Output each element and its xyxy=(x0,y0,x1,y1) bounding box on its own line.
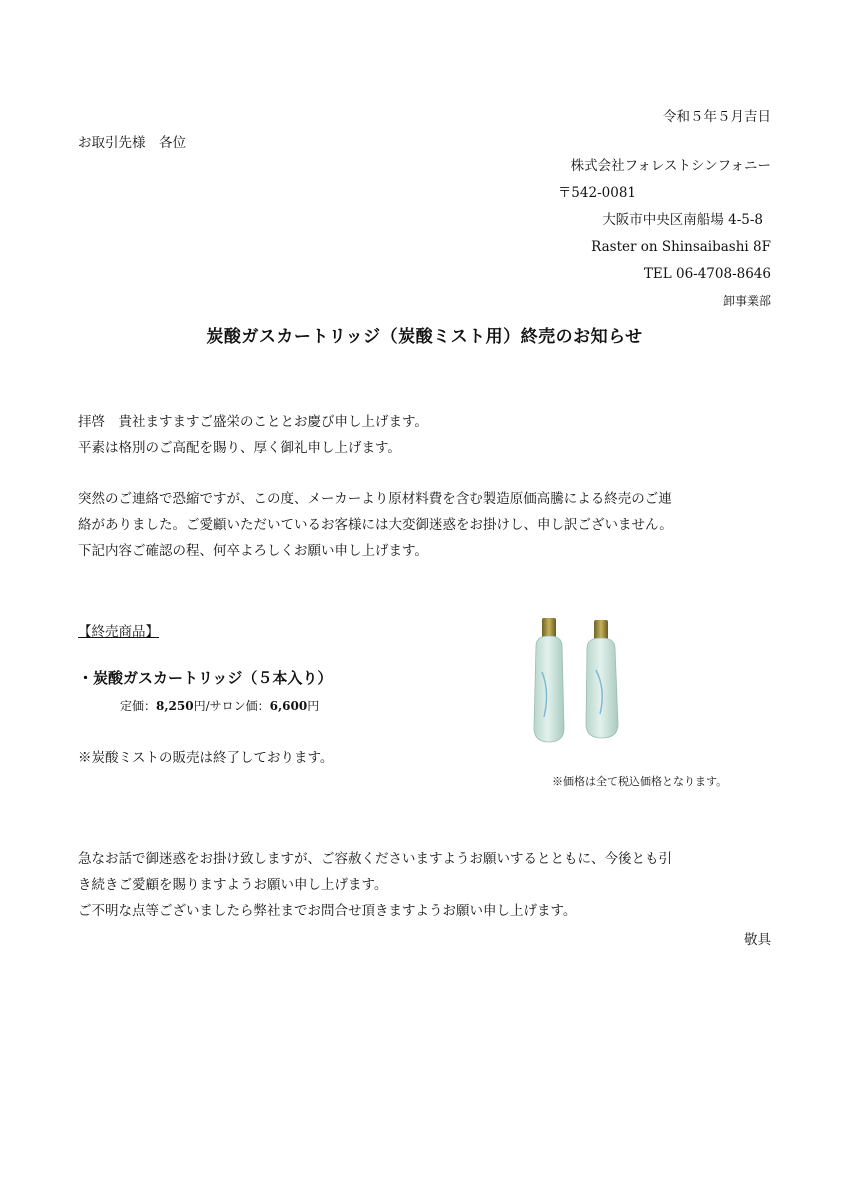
bottle-left xyxy=(534,618,564,742)
sender-block xyxy=(558,153,771,315)
co2-cartridge-bottles-image xyxy=(520,612,645,747)
greeting-line: 平素は格別のご高配を賜り、厚く御礼申し上げます。 xyxy=(78,440,401,456)
body-line: 絡がありました。ご愛顧いただいているお客様には大変御迷惑をお掛けし、申し訳ございません。 xyxy=(78,517,673,533)
sender-postal: 〒542-0081 xyxy=(557,185,636,201)
section-heading: 【終売商品】 xyxy=(78,624,159,640)
closing-line: き続きご愛顧を賜りますようお願い申し上げます。 xyxy=(78,877,388,893)
closing-line: 急なお話で御迷惑をお掛け致しますが、ご容赦くださいますようお願いするとともに、今後とも引 xyxy=(78,851,672,867)
body-paragraph xyxy=(78,486,778,564)
price-label-salon: 円/サロン価： xyxy=(193,699,270,713)
product-name: ・炭酸ガスカートリッジ（５本入り） xyxy=(78,669,333,687)
price-unit: 円 xyxy=(307,699,320,713)
closing-paragraph xyxy=(78,846,778,924)
greeting-line: 拝啓 貴社ますますご盛栄のこととお慶び申し上げます。 xyxy=(78,414,428,430)
body-line: 突然のご連絡で恐縮ですが、この度、メーカーより原材料費を含む製造原価高騰による終売のご連 xyxy=(78,491,672,507)
bottle-right xyxy=(586,620,618,738)
closing-line: ご不明な点等ございましたら弊社までお問合せ頂きますようお願い申し上げます。 xyxy=(78,903,577,919)
product-price xyxy=(120,697,319,714)
recipient-line: お取引先様 各位 xyxy=(78,135,186,151)
price-salon-value: 6,600 xyxy=(269,699,308,713)
document-date: 令和５年５月吉日 xyxy=(663,109,771,125)
mist-discontinued-note: ※炭酸ミストの販売は終了しております。 xyxy=(78,750,334,766)
price-list-value: 8,250 xyxy=(156,699,194,713)
price-label-list: 定価： xyxy=(120,699,157,713)
document-title: 炭酸ガスカートリッジ（炭酸ミスト用）終売のお知らせ xyxy=(206,327,643,347)
sender-dept: 卸事業部 xyxy=(722,294,771,308)
sign-off: 敬具 xyxy=(744,932,771,948)
greeting-paragraph xyxy=(78,409,778,461)
sender-address1: 大阪市中央区南船場 4-5-8 xyxy=(602,212,763,228)
sender-tel: TEL 06-4708-8646 xyxy=(643,266,771,282)
sender-company: 株式会社フォレストシンフォニー xyxy=(570,158,771,174)
body-line: 下記内容ご確認の程、何卒よろしくお願い申し上げます。 xyxy=(78,543,428,559)
sender-address2: Raster on Shinsaibashi 8F xyxy=(591,239,771,255)
tax-note: ※価格は全て税込価格となります。 xyxy=(552,775,728,788)
